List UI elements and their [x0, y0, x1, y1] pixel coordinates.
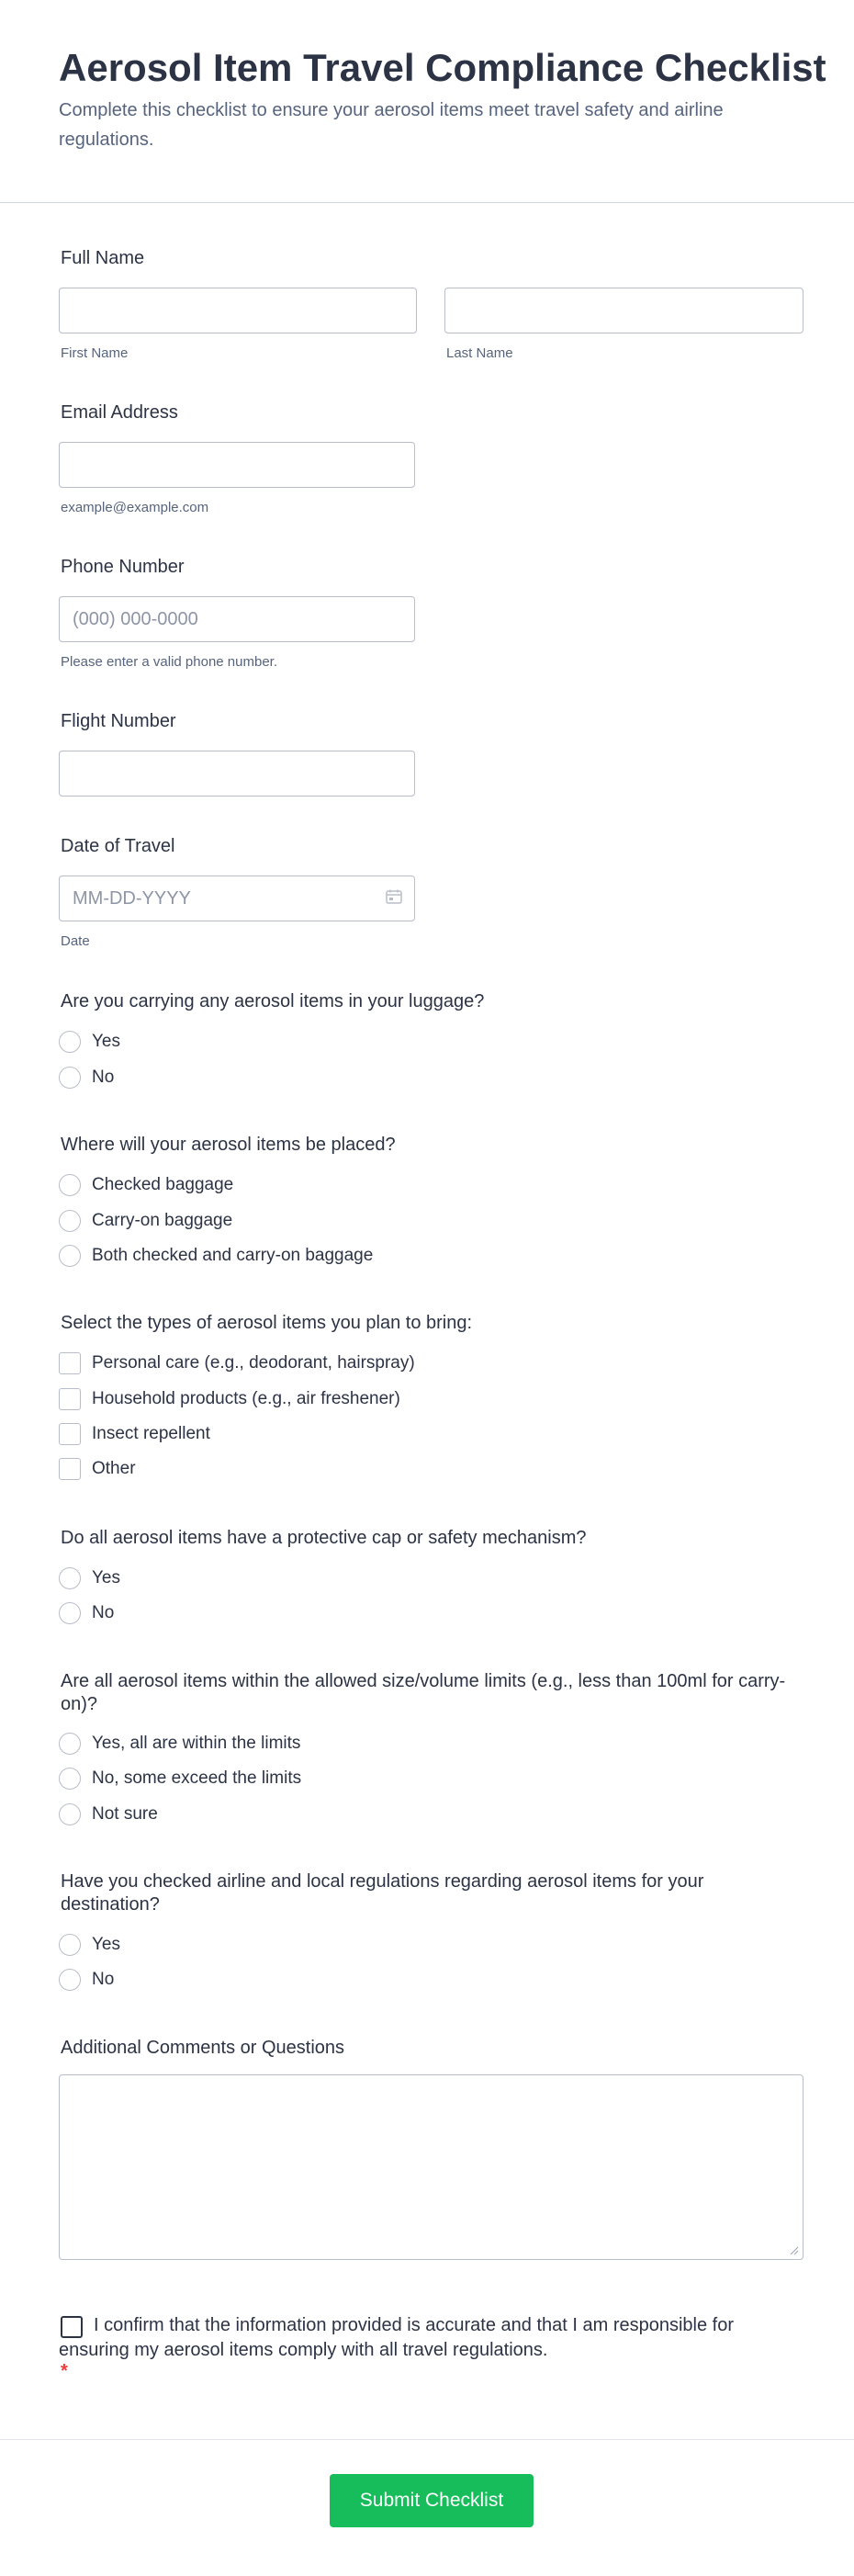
- option-label: Household products (e.g., air freshener): [92, 1389, 400, 1408]
- placement-option-carry-on[interactable]: [59, 1208, 232, 1234]
- types-option-household[interactable]: [59, 1386, 400, 1412]
- form-subtitle: Complete this checklist to ensure your aerosol items meet travel safety and airline regulations.: [59, 100, 724, 150]
- carrying-question-label: Are you carrying any aerosol items in your luggage?: [61, 991, 485, 1011]
- full-name-label: Full Name: [61, 248, 145, 268]
- regulations-question-label: Have you checked airline and local regulations regarding aerosol items for your destination?: [61, 1871, 704, 1915]
- radio-button[interactable]: [59, 1031, 81, 1053]
- option-label: Checked baggage: [92, 1175, 234, 1194]
- date-label: Date of Travel: [61, 836, 175, 856]
- first-name-sublabel: First Name: [61, 345, 129, 361]
- radio-button[interactable]: [59, 1768, 81, 1790]
- first-name-input[interactable]: [59, 288, 417, 333]
- option-label: Yes: [92, 1935, 120, 1954]
- phone-input[interactable]: [59, 596, 415, 642]
- types-option-insect-repellent[interactable]: [59, 1421, 210, 1447]
- comments-label: Additional Comments or Questions: [61, 2038, 345, 2058]
- option-label: Both checked and carry-on baggage: [92, 1246, 374, 1265]
- checkbox[interactable]: [59, 1388, 81, 1410]
- types-option-other[interactable]: [59, 1456, 136, 1482]
- types-question-label: Select the types of aerosol items you plan to bring:: [61, 1313, 473, 1333]
- radio-button[interactable]: [59, 1969, 81, 1991]
- radio-button[interactable]: [59, 1245, 81, 1267]
- placement-option-checked[interactable]: [59, 1172, 233, 1198]
- placement-question-label: Where will your aerosol items be placed?: [61, 1135, 396, 1155]
- confirm-checkbox[interactable]: [61, 2316, 83, 2338]
- regulations-option-no[interactable]: [59, 1967, 114, 1993]
- regulations-option-yes[interactable]: [59, 1932, 120, 1958]
- types-option-personal-care[interactable]: [59, 1350, 415, 1376]
- phone-label: Phone Number: [61, 557, 185, 577]
- radio-button[interactable]: [59, 1934, 81, 1956]
- option-label: Other: [92, 1459, 136, 1478]
- calendar-icon[interactable]: [386, 889, 402, 904]
- form-header: [0, 0, 854, 203]
- form-title: Aerosol Item Travel Compliance Checklist: [59, 46, 826, 89]
- cap-question-label: Do all aerosol items have a protective cap or safety mechanism?: [61, 1528, 587, 1548]
- radio-button[interactable]: [59, 1567, 81, 1589]
- option-label: Yes: [92, 1032, 120, 1051]
- checkbox[interactable]: [59, 1352, 81, 1374]
- option-label: Not sure: [92, 1804, 158, 1824]
- last-name-input[interactable]: [444, 288, 803, 333]
- option-label: Carry-on baggage: [92, 1211, 233, 1230]
- submit-button[interactable]: Submit Checklist: [330, 2474, 534, 2527]
- email-label: Email Address: [61, 402, 178, 423]
- option-label: Personal care (e.g., deodorant, hairspray): [92, 1353, 415, 1373]
- flight-input[interactable]: [59, 751, 415, 797]
- carrying-option-no[interactable]: [59, 1065, 114, 1090]
- carrying-option-yes[interactable]: [59, 1029, 120, 1055]
- cap-option-no[interactable]: [59, 1600, 114, 1626]
- date-input[interactable]: [59, 876, 415, 921]
- option-label: No: [92, 1068, 115, 1087]
- email-sublabel: example@example.com: [61, 500, 209, 515]
- phone-sublabel: Please enter a valid phone number.: [61, 654, 277, 670]
- option-label: No: [92, 1603, 115, 1622]
- radio-button[interactable]: [59, 1602, 81, 1624]
- option-label: Insect repellent: [92, 1424, 210, 1443]
- limits-option-not-sure[interactable]: [59, 1802, 158, 1827]
- confirm-label: I confirm that the information provided is accurate and that I am responsible for ensuring my aerosol items comply with all travel regulations.: [59, 2315, 735, 2360]
- checkbox[interactable]: [59, 1423, 81, 1445]
- radio-button[interactable]: [59, 1067, 81, 1089]
- checkbox[interactable]: [59, 1458, 81, 1480]
- placement-option-both[interactable]: [59, 1243, 373, 1269]
- flight-label: Flight Number: [61, 711, 176, 731]
- radio-button[interactable]: [59, 1174, 81, 1196]
- last-name-sublabel: Last Name: [446, 345, 513, 361]
- cap-option-yes[interactable]: [59, 1565, 120, 1591]
- date-sublabel: Date: [61, 933, 90, 949]
- option-label: No: [92, 1970, 115, 1989]
- radio-button[interactable]: [59, 1210, 81, 1232]
- limits-question-label: Are all aerosol items within the allowed size/volume limits (e.g., less than 100ml for carry-on)?: [61, 1671, 786, 1714]
- limits-option-no[interactable]: [59, 1766, 301, 1791]
- email-input[interactable]: [59, 442, 415, 488]
- resize-grip-icon[interactable]: [788, 2244, 799, 2255]
- option-label: No, some exceed the limits: [92, 1768, 302, 1788]
- option-label: Yes: [92, 1568, 120, 1587]
- radio-button[interactable]: [59, 1733, 81, 1755]
- radio-button[interactable]: [59, 1803, 81, 1825]
- option-label: Yes, all are within the limits: [92, 1734, 301, 1753]
- limits-option-yes[interactable]: [59, 1731, 300, 1757]
- required-asterisk: *: [61, 2361, 68, 2381]
- comments-textarea[interactable]: [59, 2074, 803, 2260]
